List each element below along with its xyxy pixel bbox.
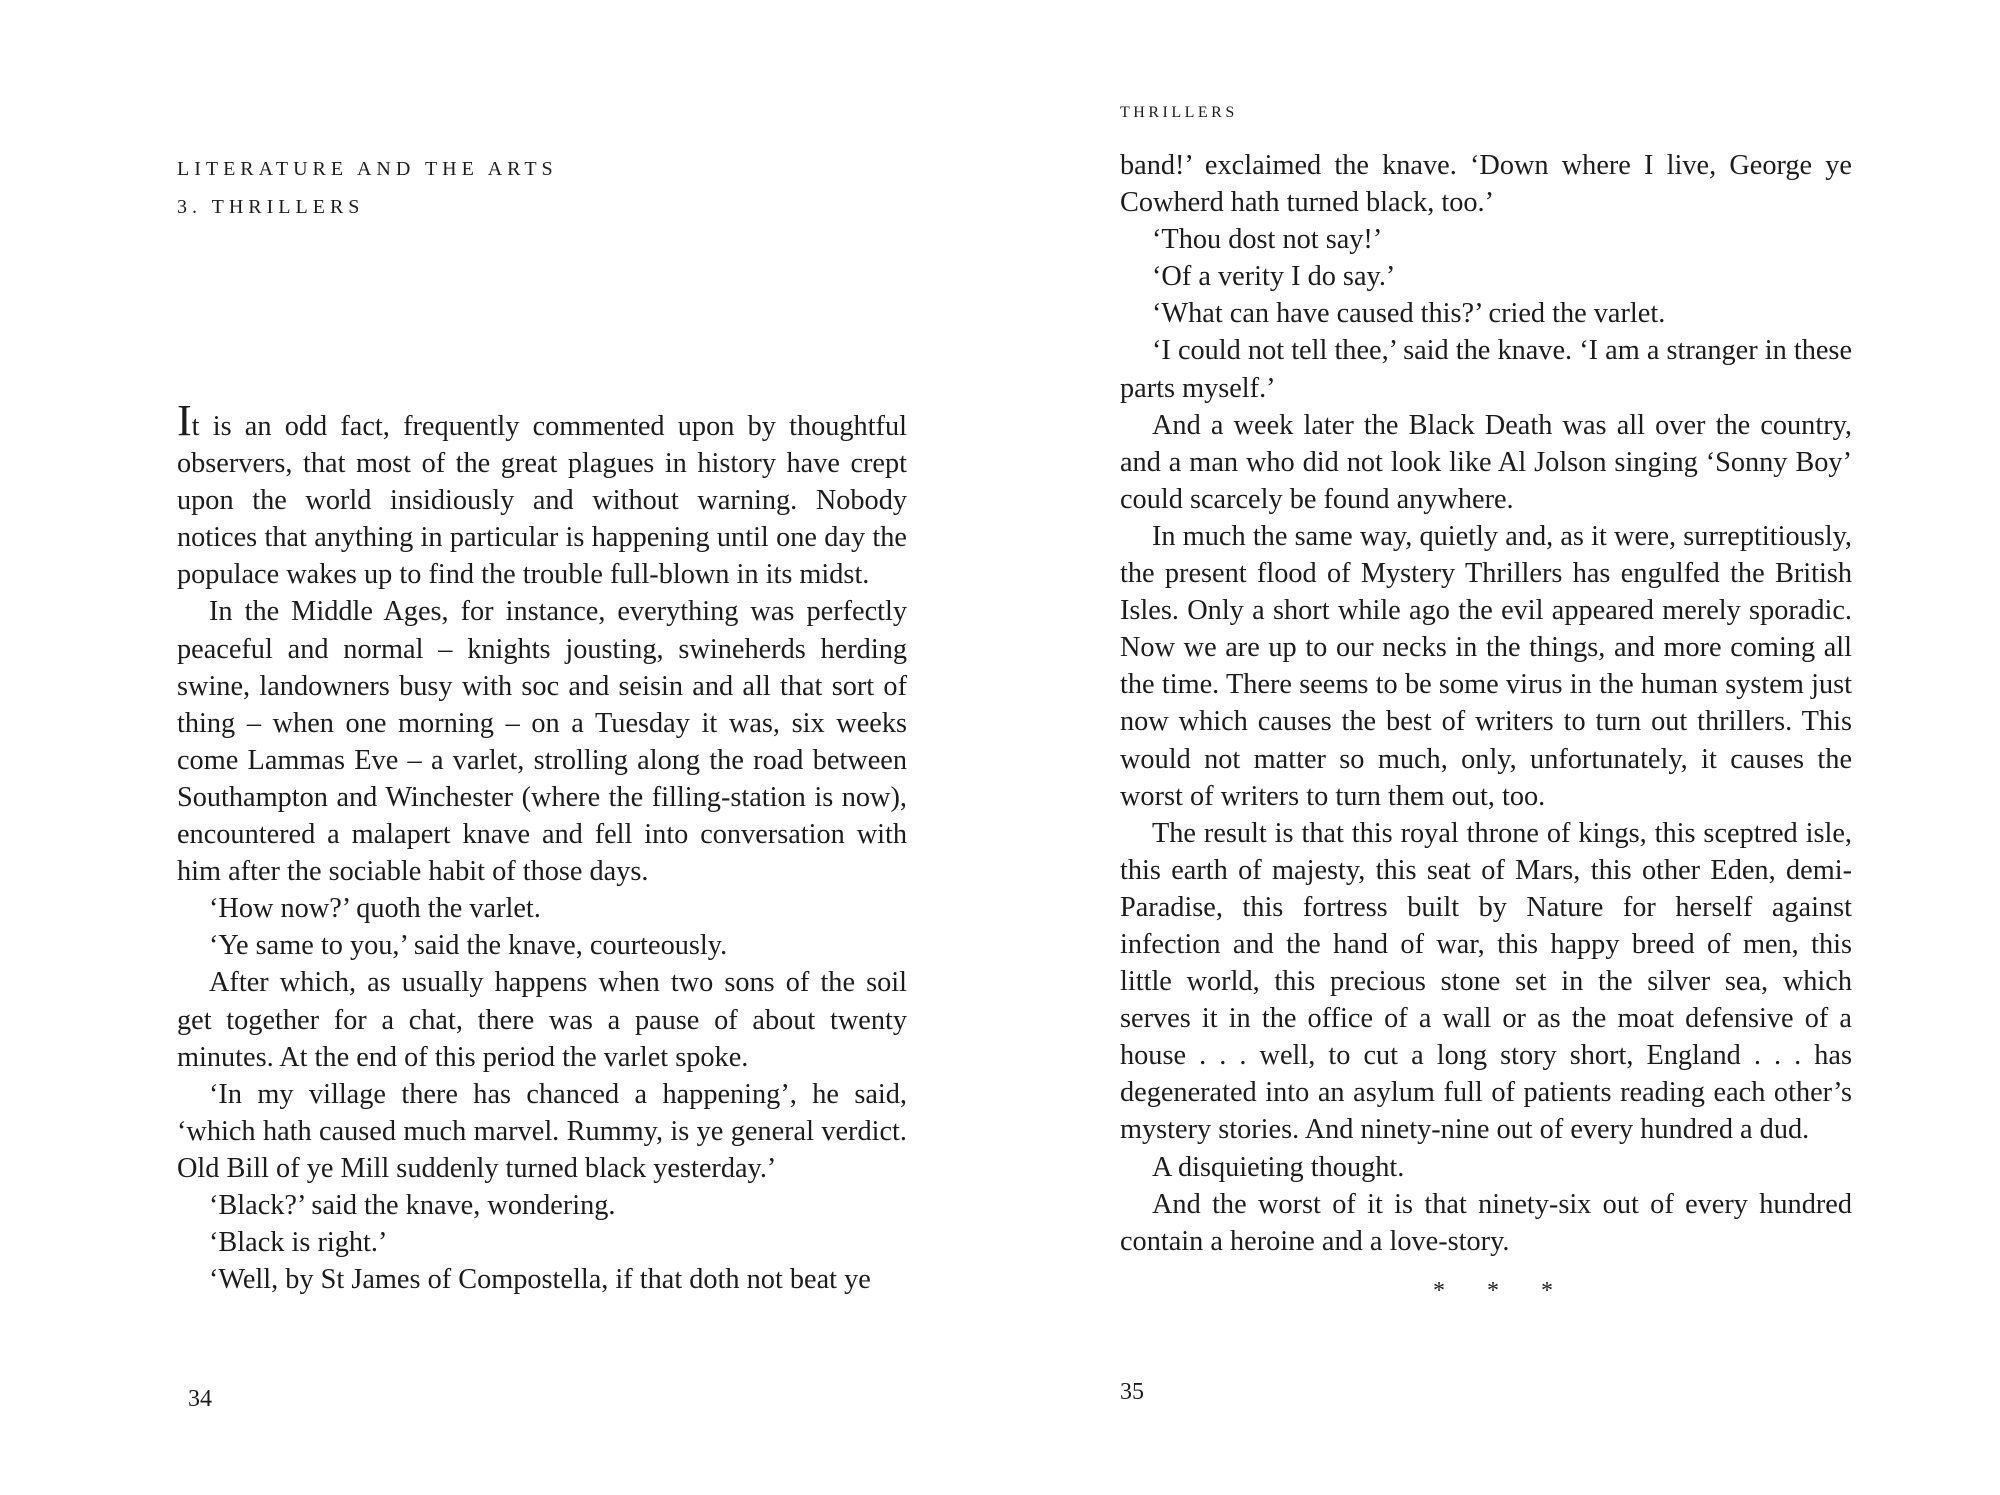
section-break-ornament: * * * bbox=[1433, 1278, 1571, 1304]
paragraph: The result is that this royal throne of kings, this sceptred isle, this earth of majesty, this seat of Mars, this other Eden, demi-Paradise, this fortress built by Nature for herself against infection and the hand of war, this happy breed of men, this little world, this precious stone set in the silver sea, which serves it in the office of a wall or as the moat defensive of a house . . . well, to cut a long story short, England . . . has degenerated into an asylum full of patients reading each other’s mystery stories. And ninety-nine out of every hundred a dud. bbox=[1120, 817, 1852, 1146]
paragraph: And a week later the Black Death was all over the country, and a man who did not look like Al Jolson singing ‘Sonny Boy’ could scarcely be found anywhere. bbox=[1120, 409, 1852, 515]
running-head: THRILLERS bbox=[1120, 104, 1238, 121]
section-title: LITERATURE AND THE ARTS bbox=[177, 158, 558, 180]
paragraph: ‘Of a verity I do say.’ bbox=[1152, 261, 1396, 293]
right-page bbox=[1000, 0, 2000, 1495]
paragraph: In much the same way, quietly and, as it were, surreptitiously, the present flood of Mystery Thrillers has engulfed the British Isles. Only a short while ago the evil appeared merely sporadic. Now we are up to our necks in the things, and more coming all the time. There seems to be some virus in the human system just now which causes the best of writers to turn out thrillers. This would not matter so much, only, unfortunately, it causes the worst of writers to turn them out, too. bbox=[1120, 520, 1852, 812]
right-page-body bbox=[1120, 147, 1852, 1260]
page-number: 34 bbox=[188, 1386, 212, 1412]
paragraph: ‘In my village there has chanced a happening’, he said, ‘which hath caused much marvel. Rummy, is ye general verdict. Old Bill of ye Mill suddenly turned black yesterday.’ bbox=[177, 1078, 907, 1184]
paragraph: ‘Thou dost not say!’ bbox=[1152, 224, 1383, 256]
drop-cap: I bbox=[177, 396, 192, 445]
paragraph: ‘I could not tell thee,’ said the knave. ‘I am a stranger in these parts myself.’ bbox=[1120, 335, 1852, 404]
paragraph: band!’ exclaimed the knave. ‘Down where I live, George ye Cowherd hath turned black, too.’ bbox=[1120, 150, 1852, 219]
paragraph: ‘Black is right.’ bbox=[209, 1227, 388, 1259]
paragraph: In the Middle Ages, for instance, everything was perfectly peaceful and normal – knights jousting, swineherds herding swine, landowners busy with soc and seisin and all that sort of thing – when one morning – on a Tuesday it was, six weeks come Lammas Eve – a varlet, strolling along the road between Southampton and Winchester (where the filling-station is now), encountered a malapert knave and fell into conversation with him after the sociable habit of those days. bbox=[177, 596, 907, 888]
paragraph bbox=[177, 396, 907, 593]
paragraph: ‘What can have caused this?’ cried the varlet. bbox=[1152, 298, 1666, 330]
paragraph: A disquieting thought. bbox=[1152, 1151, 1405, 1183]
paragraph-text: t is an odd fact, frequently commented upon by thoughtful observers, that most of the great plagues in history have crept upon the world insidiously and without warning. Nobody notices that anything in particular is happening until one day the populace wakes up to find the trouble full-blown in its midst. bbox=[177, 411, 907, 591]
page-number: 35 bbox=[1120, 1379, 1144, 1405]
paragraph: ‘Well, by St James of Compostella, if that doth not beat ye bbox=[209, 1264, 871, 1296]
chapter-title: 3. THRILLERS bbox=[177, 196, 365, 218]
paragraph: ‘How now?’ quoth the varlet. bbox=[209, 893, 541, 925]
left-page-body bbox=[177, 396, 907, 1298]
paragraph: After which, as usually happens when two sons of the soil get together for a chat, there was a pause of about twenty minutes. At the end of this period the varlet spoke. bbox=[177, 967, 907, 1073]
paragraph: And the worst of it is that ninety-six out of every hundred contain a heroine and a love-story. bbox=[1120, 1188, 1852, 1257]
paragraph: ‘Black?’ said the knave, wondering. bbox=[209, 1189, 616, 1221]
paragraph: ‘Ye same to you,’ said the knave, courteously. bbox=[209, 930, 728, 962]
